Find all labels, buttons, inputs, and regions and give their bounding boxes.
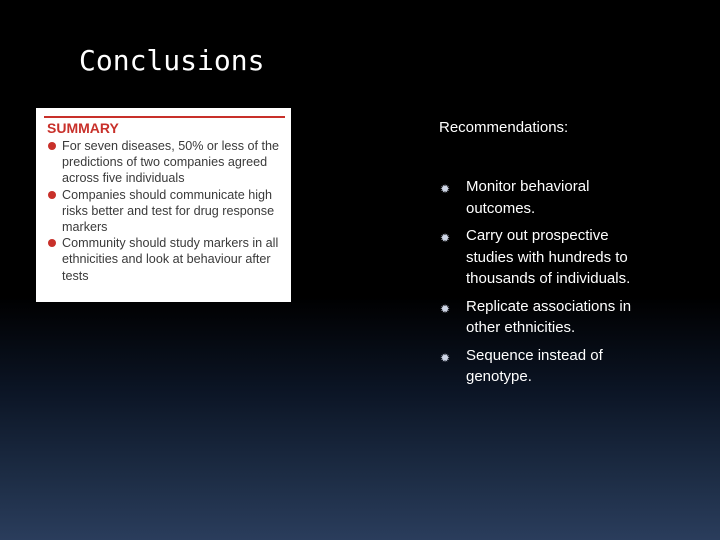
recommendation-text: Carry out prospective studies with hundreds to thousands of individuals. bbox=[466, 227, 631, 287]
summary-card-body bbox=[44, 116, 285, 284]
summary-item bbox=[44, 235, 285, 284]
summary-item-text: Companies should communicate high risks better and test for drug response markers bbox=[62, 187, 275, 235]
recommendation-item bbox=[440, 345, 650, 388]
summary-item bbox=[44, 187, 285, 236]
summary-heading: SUMMARY bbox=[47, 120, 119, 136]
recommendation-text: Sequence instead of genotype. bbox=[466, 346, 603, 385]
star-bullet-icon: ✹ bbox=[440, 350, 451, 365]
summary-item bbox=[44, 138, 285, 187]
recommendations-heading: Recommendations: bbox=[439, 119, 569, 136]
summary-card-image bbox=[36, 108, 291, 302]
red-dot-icon bbox=[48, 191, 56, 199]
slide-title: Conclusions bbox=[79, 44, 265, 77]
recommendation-text: Replicate associations in other ethnicities. bbox=[466, 297, 632, 336]
recommendation-text: Monitor behavioral outcomes. bbox=[466, 178, 590, 217]
summary-item-text: Community should study markers in all ethnicities and look at behaviour after tests bbox=[62, 236, 279, 283]
star-bullet-icon: ✹ bbox=[440, 231, 451, 245]
recommendations-list bbox=[440, 176, 650, 394]
star-bullet-icon: ✹ bbox=[440, 182, 451, 196]
star-bullet-icon: ✹ bbox=[440, 301, 451, 316]
summary-item-text: For seven diseases, 50% or less of the predictions of two companies agreed across five individuals bbox=[62, 139, 280, 186]
red-dot-icon bbox=[48, 142, 56, 150]
recommendation-item bbox=[440, 296, 650, 339]
recommendation-item bbox=[440, 225, 650, 290]
red-dot-icon bbox=[48, 239, 56, 247]
recommendation-item bbox=[440, 176, 650, 219]
